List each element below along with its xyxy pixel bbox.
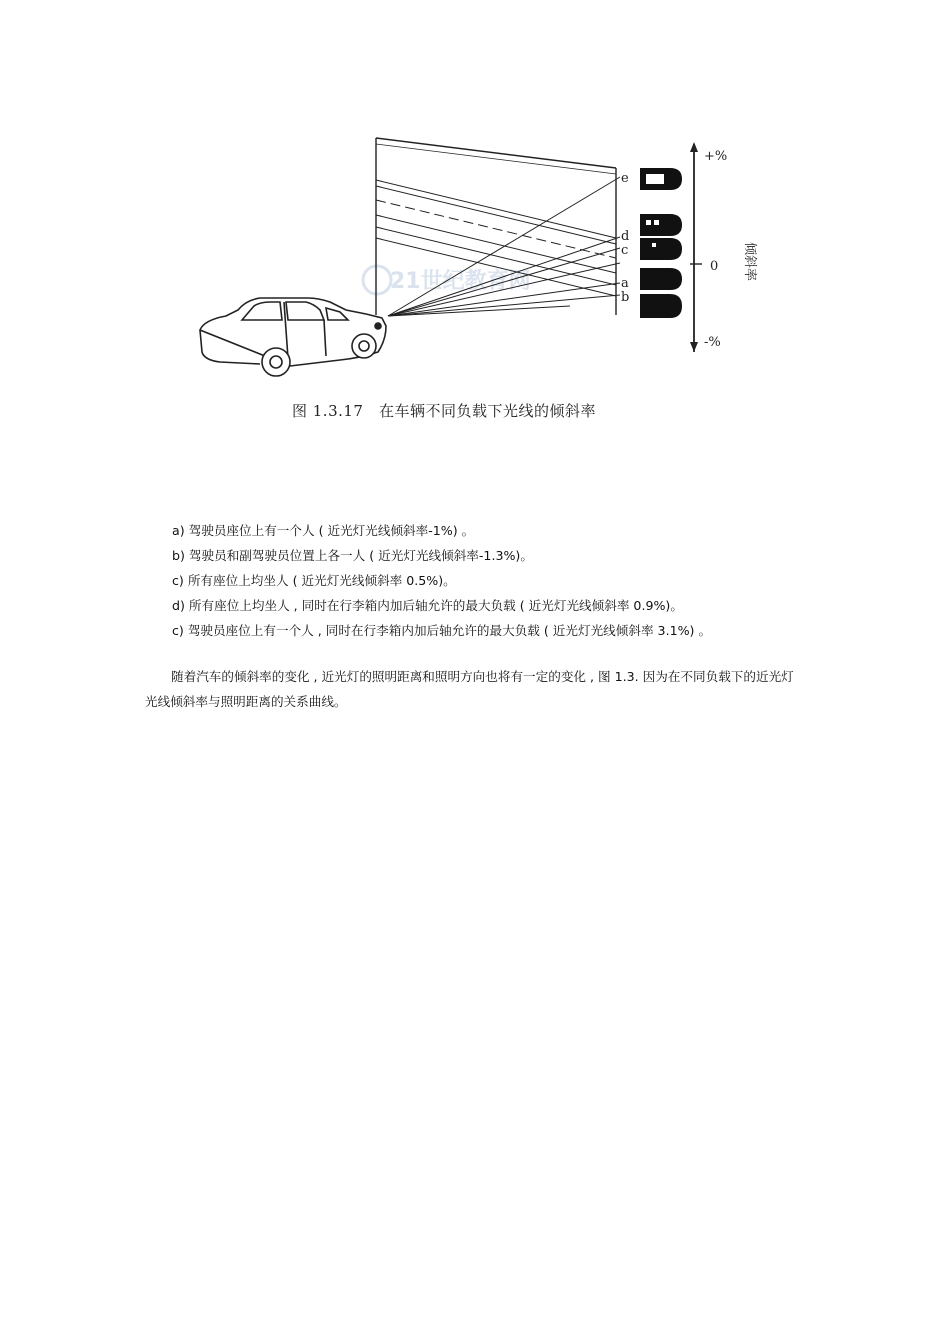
list-item: a) 驾驶员座位上有一个人 ( 近光灯光线倾斜率-1%) 。 [172, 523, 475, 538]
beam-pattern-icons [640, 168, 682, 318]
load-condition-list [172, 518, 872, 643]
watermark-text: 21世纪教育网 [390, 269, 531, 294]
beam-rays [388, 177, 620, 316]
figure-drawing [190, 130, 760, 440]
car-illustration [200, 298, 386, 376]
beam-pattern-b-icon [640, 294, 682, 318]
beam-label-d: d [621, 229, 630, 244]
beam-label-c: c [621, 243, 629, 258]
beam-pattern-c-icon [640, 238, 682, 260]
list-item: d) 所有座位上均坐人 , 同时在行李箱内加后轴允许的最大负载 ( 近光灯光线倾斜率 0.9%)。 [172, 598, 683, 613]
beam-pattern-e-icon [640, 168, 682, 190]
beam-label-b: b [621, 290, 630, 305]
scale-title: 倾斜率 [742, 242, 757, 282]
beam-label-e: e [621, 171, 629, 186]
beam-label-a: a [621, 276, 629, 291]
watermark-logo [363, 266, 531, 294]
figure-caption: 图 1.3.17 在车辆不同负载下光线的倾斜率 [292, 402, 596, 420]
tilt-scale [690, 142, 757, 352]
list-item: b) 驾驶员和副驾驶员位置上各一人 ( 近光灯光线倾斜率-1.3%)。 [172, 548, 533, 563]
body-paragraph: 随着汽车的倾斜率的变化 , 近光灯的照明距离和照明方向也将有一定的变化 , 图 1.3. 因为在不同负载下的近光灯光线倾斜率与照明距离的关系曲线。 [145, 669, 794, 709]
beam-pattern-a-icon [640, 268, 682, 290]
beam-pattern-d-icon [640, 214, 682, 236]
list-item: c) 驾驶员座位上有一个人 , 同时在行李箱内加后轴允许的最大负载 ( 近光灯光线倾斜率 3.1%) 。 [172, 623, 712, 638]
beam-labels [621, 171, 629, 305]
headlight-tilt-figure [190, 130, 760, 440]
scale-top-label: +% [704, 149, 728, 164]
scale-zero-label: 0 [710, 259, 719, 274]
list-item: c) 所有座位上均坐人 ( 近光灯光线倾斜率 0.5%)。 [172, 573, 456, 588]
scale-bottom-label: -% [704, 335, 721, 350]
